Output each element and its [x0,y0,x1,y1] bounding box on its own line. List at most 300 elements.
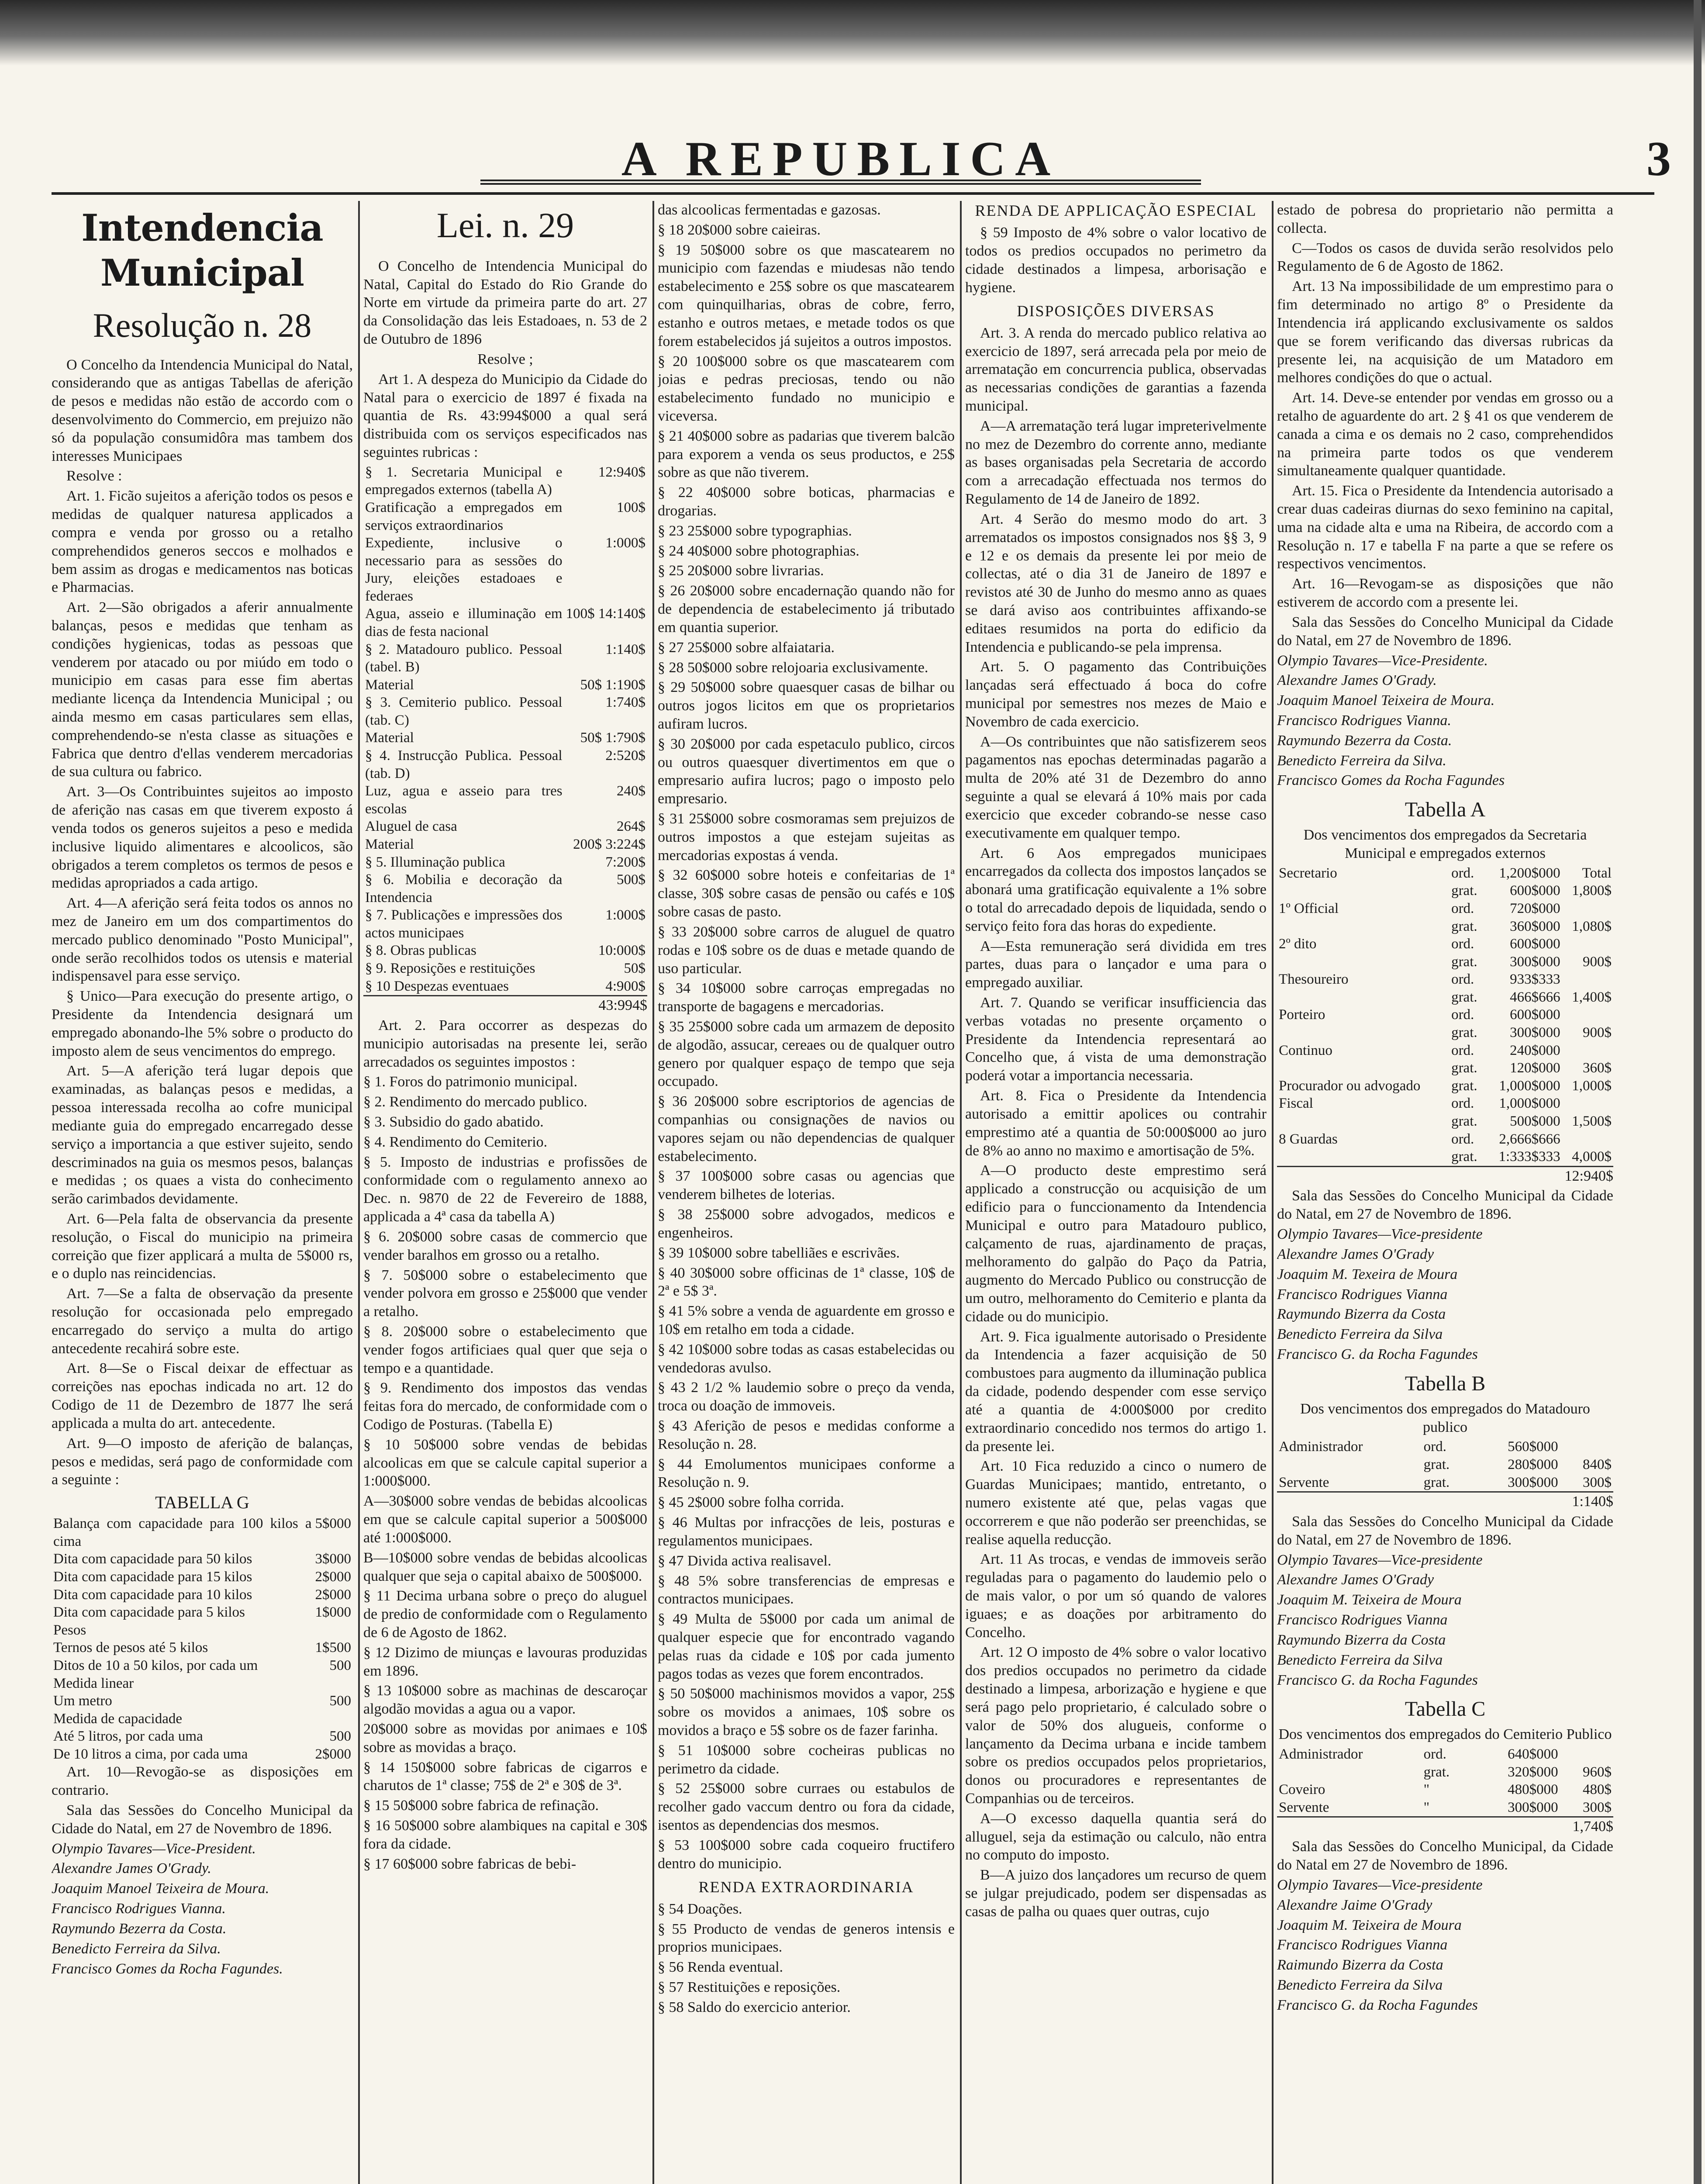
tabella-a-row-cell: 2º dito [1279,936,1317,952]
tax-item: § 27 25$000 sobre alfaiataria. [658,639,835,656]
budget-item [363,534,647,605]
budget-item-value: 7:200$ [605,854,645,870]
tabella-g-row-value: 1$000 [315,1604,351,1621]
tabella-a-row-cell: 600$000 [1510,936,1560,952]
paragraph: Art. 9. Fica igualmente autorisado o Presidente da Intendencia a fazer acquisição de 50 combustoes para augmento da illuminação publica da cidade, podendo despender com esse serviço até a quantia de 4:000$000 por credito extraordinario concedido nos termos do artigo 1. da presente lei. [965,1328,1267,1455]
law-resolve: Resolve ; [477,351,533,367]
tabella-b-row-cell [1560,1438,1613,1456]
tax-item: § 3. Subsidio do gado abatido. [363,1114,544,1130]
tabella-c-row-cell: ord. [1423,1746,1446,1762]
tax-item: § 16 50$000 sobre alambiques na capital e 30$ fora da cidade. [363,1818,647,1852]
tax-item: § 5. Imposto de industrias e profissões de conformidade com o regulamento annexo ao Dec. n. 9870 de 22 de Fevereiro de 1888, applicada a 4ª casa da tabella A) [363,1154,647,1225]
budget-item [363,871,647,906]
tabella-a-row-cell: 8 Guardas [1279,1131,1338,1147]
column-1 [52,201,353,2184]
tabella-g-row-value: 2$000 [315,1586,351,1603]
tabella-g-row [52,1692,353,1710]
tax-item: § 46 Multas por infracções de leis, posturas e regulamentos municipaes. [658,1514,955,1549]
tabella-b-row-cell: grat. [1423,1457,1450,1473]
tabella-a-row-cell: 1,800$ [1572,883,1612,899]
tabella-a-row-cell: 1,500$ [1572,1113,1612,1129]
signature-line: Joaquim Manoel Teixeira de Moura. [1277,692,1495,709]
tabella-c-row-cell: grat. [1423,1764,1450,1780]
section-heading: Intendencia Municipal [81,206,323,295]
tabella-g-row-label: De 10 litros a cima, por cada uma [53,1746,248,1762]
continued-text: das alcoolicas fermentadas e gazosas. [658,202,881,218]
tax-item: § 42 10$000 sobre todas as casas estabelecidas ou vendedoras avulso. [658,1341,955,1376]
budget-item-value: 1:140$ [605,641,645,657]
tabella-a-subtitle: Dos vencimentos dos empregados da Secretaria Municipal e empregados externos [1303,827,1587,862]
paragraph: Art. 13 Na impossibilidade de um emprestimo para o fim determinado no artigo 8º o Presidente da Intendencia irá applicando exclusivamente os saldos que se forem verificando das diversas rubricas da presente lei, na acquisição de um Matadoro em melhores condições do que o actual. [1277,278,1613,386]
tabella-a-row-cell [1277,918,1450,936]
paragraph: Resolve : [66,468,122,484]
tabella-a-row-cell: 120$000 [1510,1060,1560,1076]
budget-item-label: § 6. Mobilia e decoração da Intendencia [365,872,563,905]
tabella-c-row-cell: Coveiro [1279,1782,1325,1798]
column-2 [363,201,647,2184]
tabella-g-row [52,1550,353,1568]
tabella-a-row-cell: Thesoureiro [1279,971,1349,988]
tabella-b-row-cell: Servente [1279,1474,1329,1490]
signature-line: Raymundo Bizerra da Costa [1277,1306,1446,1323]
budget-item-label: § 2. Matadouro publico. Pessoal (tabel. B) [365,641,563,675]
tabella-a-row [1277,935,1613,953]
tabella-c-row [1277,1763,1613,1781]
signature-line: Raymundo Bezerra da Costa. [52,1920,227,1937]
tabella-g-row [52,1621,353,1639]
budget-total: 43:994$ [363,995,647,1015]
tabella-b-row-cell: grat. [1423,1474,1450,1490]
tax-item: § 30 20$000 por cada espetaculo publico, circos ou outros quaesquer divertimentos em que o empresario aufira lucros; pago o imposto pelo empresario. [658,736,955,807]
tabella-c-row [1277,1745,1613,1763]
resolution-title: Resolução n. 28 [93,306,312,344]
paragraph: Art. 2—São obrigados a aferir annualmente balanças, pesos e medidas que tenham as condições hygienicas, todas as pessoas que venderem por atacado ou por miúdo em todo o municipio em casas para esse fim abertas mediante licença da Intendencia Municipal ; ou ainda mesmo em casas particulares sem ellas, comprehendendo-se n'esta classe as situações e Fabrica que dentro d'ellas venderem mercadorias de sua cultura ou fabrico. [52,599,353,780]
tabella-c-row [1277,1799,1613,1817]
tabella-a-row [1277,864,1613,882]
tabella-c-row-cell [1277,1763,1422,1781]
budget-item [363,605,647,640]
tabella-c-row-cell: 640$000 [1508,1746,1558,1762]
tax-item: § 29 50$000 sobre quaesquer casas de bilhar ou outros jogos licitos em que os proprietarios aufiram lucros. [658,679,955,732]
tabella-a-row-cell [1562,900,1613,918]
paragraph: Art. 8. Fica o Presidente da Intendencia autorisado a emittir apolices ou contrahir emprestimo até a quantia de 50:000$000 ao juro de 8% ao anno no maximo e amortisação de 5%. [965,1088,1267,1159]
paragraph: Art. 8—Se o Fiscal deixar de effectuar as correições nas epochas indicada no art. 12 do Codigo de 11 de Dezembro de 1877 lhe será applicada a multa do art. antecedente. [52,1360,353,1431]
tabella-g-row [52,1675,353,1693]
tax-item: § 49 Multa de 5$000 por cada um animal de qualquer especie que for encontrado vagando pelas ruas da cidade e 10$ por cada jumento pagos todas as vezes que forem encontrados. [658,1611,955,1682]
sala-sessoes: Sala das Sessões do Concelho Municipal da Cidade do Natal, em 27 de Novembro de 1896. [1277,614,1613,649]
tabella-b-row-cell: Administrador [1279,1439,1363,1455]
tax-item: § 11 Decima urbana sobre o preço do aluguel de predio de conformidade com o Regulamento de 6 de Agosto de 1862. [363,1588,647,1641]
tabella-a-row [1277,971,1613,988]
tabella-a-row-cell: 360$000 [1510,918,1560,934]
tabella-a-row-cell [1277,1113,1450,1130]
tabella-a-row-cell [1562,971,1613,988]
signature-line: Alexandre James O'Grady. [1277,672,1437,689]
tabella-b-row-cell: 280$000 [1508,1457,1558,1473]
paragraph: Art. 7. Quando se verificar insufficiencia das verbas votadas no presente orçamento o Presidente da Intendencia representará ao Concelho que, á vista de uma demonstração poderá votar a importancia necessaria. [965,995,1267,1084]
tabella-b-row-cell: 300$ [1583,1474,1612,1490]
budget-item-value: 50$ [624,960,645,976]
provisions-body [965,324,1267,1921]
tabella-b-row-cell: 560$000 [1508,1439,1558,1455]
signature-line: Joaquim Manoel Teixeira de Moura. [52,1880,269,1897]
tabella-g-row-label: Ternos de pesos até 5 kilos [53,1640,208,1656]
column-divider [652,201,654,2184]
budget-item-label: Material [365,730,414,746]
budget-item-value: 1:740$ [605,695,645,711]
tax-item: § 53 100$000 sobre cada coqueiro fructifero dentro do municipio. [658,1837,955,1872]
tabella-g-row-value: 1$500 [315,1640,351,1656]
tabella-g-row [52,1568,353,1586]
tabella-a-row-cell: 4,000$ [1572,1149,1612,1165]
tabella-c-row-cell: " [1423,1782,1430,1798]
tax-item: § 52 25$000 sobre curraes ou estabulos de recolher gado vaccum dentro ou fora da cidade, isentos as dependencias dos mesmos. [658,1780,955,1834]
tax-item: § 6. 20$000 sobre casas de commercio que vender baralhos em grosso ou a retalho. [363,1228,647,1263]
tabella-c-row-cell: " [1423,1799,1430,1815]
signature-line: Francisco Rodrigues Vianna. [1277,712,1451,729]
tabella-a-row-cell: Porteiro [1279,1007,1325,1023]
tax-item: § 13 10$000 sobre as machinas de descaroçar algodão movidas a agua ou a vapor. [363,1683,647,1717]
resolution-body [52,356,353,1489]
tabella-g-row-value [314,1621,353,1639]
tax-item: § 8. 20$000 sobre o estabelecimento que vender fogos artificiaes qual quer que seja o tempo e a quantidade. [363,1323,647,1376]
tabella-g-row [52,1639,353,1657]
tabella-g-row-value [314,1675,353,1693]
paragraph: Art. 10 Fica reduzido a cinco o numero de Guardas Municipaes; mantido, entretanto, o numero existente até que, pelas vagas que occorrerem e que não poderão ser preenchidas, se realise aquella reducção. [965,1458,1267,1548]
law-art1: Art 1. A despeza do Municipio da Cidade do Natal para o exercicio de 1897 é fixada na quantia de Rs. 43:994$000 a qual será distribuida com os serviços especificados nas seguintes rubricas : [363,371,647,460]
tax-item: § 14 150$000 sobre fabricas de cigarros e charutos de 1ª classe; 75$ de 2ª e 30$ de 3ª. [363,1759,647,1794]
sala-sessoes: Sala das Sessões do Concelho Municipal, da Cidade do Natal em 27 de Novembro de 1896. [1277,1838,1613,1873]
paragraph: Art. 6—Pela falta de observancia da presente resolução, o Fiscal do municipio na primeira correição que fizer applicará a multa de 5$000 rs, e o duplo nas reincidencias. [52,1210,353,1282]
paragraph: Art. 5—A aferição terá lugar depois que examinadas, as balanças pesos e medidas, a pessoa interessada recolha ao cofre municipal mediante guia do empregado encarregado desse serviço a importancia a que estiver sujeito, sendo descriminados na guia os mesmos pesos, balanças e medidas ; os quaes a vista do conhecimento serão carimbados devidamente. [52,1063,353,1207]
tabella-c-row [1277,1781,1613,1799]
tabella-a-total: 12:940$ [1277,1166,1613,1185]
tabella-a-row-cell: 600$000 [1510,1007,1560,1023]
tabella-a-row-cell: 600$000 [1510,883,1560,899]
tax-item: § 12 Dizimo de miunças e lavouras produzidas em 1896. [363,1644,647,1679]
paragraph: Art. 12 O imposto de 4% sobre o valor locativo dos predios occupados no perimetro da cidade destinado a limpesa, arborização e hygiene e que será pago pelo proprietario, é calculado sobre o valor de 50% dos alugueis, conforme o lançamento da Decima urbana e incide tambem sobre os predios occupados pelos proprietarios, donos ou procuradores e representantes de Companhias ou de terceiros. [965,1644,1267,1807]
tax-item: § 45 2$000 sobre folha corrida. [658,1494,844,1511]
tabella-g-row-label: Medida linear [53,1675,134,1691]
signature-line: Alexandre James O'Grady [1277,1572,1434,1588]
tabella-a-row-cell: Total [1582,865,1612,881]
tabella-g-row-label: Um metro [53,1693,112,1709]
budget-item [363,729,647,747]
tabella-a-row-cell: 933$333 [1510,971,1560,988]
tax-item: § 40 30$000 sobre officinas de 1ª classe, 10$ de 2ª e 5$ 3ª. [658,1265,955,1299]
tax-item: § 24 40$000 sobre photographias. [658,543,859,559]
budget-item-label: § 5. Illuminação publica [365,854,505,870]
tabella-b-total: 1:140$ [1277,1491,1613,1511]
budget-item [363,906,647,942]
revenue-item: § 57 Restituições e reposições. [658,1979,841,1996]
closing-article: Art. 10—Revogão-se as disposições em contrario. [52,1764,353,1799]
budget-items-table [363,463,647,995]
signature-line: Raymundo Bezerra da Costa. [1277,732,1452,749]
tabella-c-row-cell: Servente [1279,1799,1329,1815]
tax-item: § 1. Foros do patrimonio municipal. [363,1074,578,1090]
tabella-a-row-cell: 1:333$333 [1498,1149,1560,1165]
tabella-c-row-cell: 960$ [1583,1764,1612,1780]
tabella-a-row-cell: 2,666$666 [1499,1131,1560,1147]
tax-item: § 4. Rendimento do Cemiterio. [363,1133,548,1150]
tabella-g-row-label: Até 5 litros, por cada uma [53,1728,203,1745]
extraordinary-revenue-title: RENDA EXTRAORDINARIA [698,1878,914,1896]
budget-item-label: Gratificação a empregados em serviços extraordinarios [365,499,563,533]
budget-item-label: § 3. Cemiterio publico. Pessoal (tab. C) [365,695,563,728]
paragraph: Art. 4 Serão do mesmo modo do art. 3 arrematados os impostos consignados nos §§ 3, 9 e 12 e os demais da presente lei por meio de collectas, até o dia 31 de Janeiro de 1897 e revistos até 30 de Junho do mesmo anno as quaes se dará aviso aos contribuintes affixando-se editaes resumidos na porta do edificio da Intendencia e publicando-se pela imprensa. [965,511,1267,655]
budget-item [363,694,647,729]
column-divider [1272,201,1274,2184]
budget-item [363,782,647,818]
tabella-c-row-cell: 320$000 [1508,1764,1558,1780]
tax-item: § 36 20$000 sobre escriptorios de agencias de companhias ou consignações de navios ou vapores sejam ou não dependencias de qualquer estabelecimento. [658,1093,955,1165]
budget-item-label: Expediente, inclusive o necessario para as sessões do Jury, eleições estadoaes e federaes [365,535,563,604]
paragraph: C—Todos os casos de duvida serão resolvidos pelo Regulamento de 6 de Agosto de 1862. [1277,240,1613,275]
tabella-a-row-cell: 1,200$000 [1499,865,1560,881]
tabella-g-row [52,1710,353,1728]
tabella-g-title: TABELLA G [155,1493,249,1513]
extraordinary-revenue-list [658,1900,955,2017]
signature-line: Olympio Tavares—Vice-President. [52,1840,256,1857]
revenue-item: § 54 Doações. [658,1901,742,1917]
tabella-a-row [1277,1042,1613,1060]
tabella-a-row [1277,1059,1613,1077]
signature-line: Benedicto Ferreira da Silva [1277,1652,1443,1668]
tabella-a-row-cell: ord. [1451,1131,1474,1147]
tabella-a-row [1277,882,1613,900]
tax-item: § 50 50$000 machinismos movidos a vapor, 25$ sobre os movidos a animaes, 10$ sobre os movidos a braço e 5$ sobre os de fazer farinha. [658,1686,955,1738]
tabella-a-row [1277,988,1613,1006]
tabella-a-row-cell: 1,400$ [1572,989,1612,1005]
tax-item: B—10$000 sobre vendas de bebidas alcoolicas qualquer que seja o capital abaixo de 500$000. [363,1549,647,1584]
law-intro: O Concelho de Intendencia Municipal do Natal, Capital do Estado do Rio Grande do Norte em virtude da primeira parte do art. 27 da Consolidação das leis Estadoaes, n. 53 de 2 de Outubro de 1896 [363,258,647,348]
budget-item-value: 264$ [617,819,645,835]
tabella-a-row-cell: grat. [1451,883,1477,899]
revenue-item: § 56 Renda eventual. [658,1959,783,1976]
paragraph: A—O excesso daquella quantia será do alluguel, seja da estimação ou calculo, não entra no computo do imposto. [965,1810,1267,1863]
paragraph: Art. 11 As trocas, e vendas de immoveis serão reguladas para o pagamento do laudemio pelo o de mais valor, o por um só quando de valores iguaes; e as doações por arbitramento do Concelho. [965,1551,1267,1641]
tabella-g-row [52,1603,353,1621]
tabella-a-row-cell [1277,1059,1450,1077]
tabella-g-table [52,1515,353,1763]
tabella-a-row [1277,918,1613,936]
budget-item [363,499,647,534]
tabella-g-row-label: Dita com capacidade para 10 kilos [53,1586,252,1603]
tabella-a-row-cell: 1,000$000 [1499,1095,1560,1112]
signature-line: Alexandre James O'Grady [1277,1246,1434,1262]
tabella-b-row-cell: 840$ [1583,1457,1612,1473]
budget-item-value: 240$ [617,783,645,799]
budget-item-label: Material [365,836,414,852]
tax-item: A—30$000 sobre vendas de bebidas alcoolicas em que se calcule capital superior a 500$000 até 1:000$000. [363,1493,647,1546]
budget-item-label: § 9. Reposições e restituições [365,960,535,976]
paragraph: Art. 15. Fica o Presidente da Intendencia autorisado a crear duas cadeiras diurnas do sexo feminino na capital, uma na cidade alta e uma na Ribeira, de accordo com a Resolução n. 17 e tabella F na parte a que se refere os respectivos vencimentos. [1277,483,1613,572]
tabella-a-row-cell: 500$000 [1510,1113,1560,1129]
budget-item [363,641,647,676]
revenue-item: § 55 Producto de vendas de generos intensis e proprios municipaes. [658,1921,955,1956]
tabella-a-row-cell: Procurador ou advogado [1279,1078,1421,1094]
scan-top-border [0,0,1705,66]
budget-item [363,960,647,978]
signatures [1277,1225,1613,1364]
column-3 [658,201,955,2184]
tabella-a-row-cell: ord. [1451,1042,1474,1058]
tax-item: § 44 Emolumentos municipaes conforme a Resolução n. 9. [658,1456,955,1491]
budget-item-label: § 4. Instrucção Publica. Pessoal (tab. D) [365,748,563,781]
tabella-c-row-cell: Administrador [1279,1746,1363,1762]
tabella-a-row-cell: grat. [1451,918,1477,934]
tabella-c-total: 1,740$ [1277,1816,1613,1836]
law-art2: Art. 2. Para occorrer as despezas do municipio autorisadas na presente lei, serão arrecadados os seguintes impostos : [363,1017,647,1070]
budget-item [363,942,647,960]
tabella-a-row [1277,1148,1613,1166]
tabella-a-row-cell [1562,935,1613,953]
various-provisions-title: DISPOSIÇÕES DIVERSAS [1017,302,1215,320]
tabella-a-row-cell: 300$000 [1510,954,1560,970]
budget-item [363,676,647,694]
paragraph: Art. 16—Revogam-se as disposições que não estiverem de accordo com a presente lei. [1277,576,1613,611]
signature-line: Francisco Rodrigues Vianna [1277,1612,1448,1628]
signature-line: Francisco G. da Rocha Fagundes [1277,1346,1478,1362]
tabella-c-row-cell [1560,1745,1613,1763]
tabella-a-row-cell [1277,1148,1450,1166]
tax-item: § 10 50$000 sobre vendas de bebidas alcoolicas em que se calcule capital superior a 1:000$000. [363,1436,647,1489]
paragraph: A—O producto deste emprestimo será applicado a construcção ou acquisição de um edificio para o funccionamento da Intendencia Municipal e outro para Matadouro publico, calçamento de ruas, ajardinamento de praças, melhoramento do galpão do Paço da Patria, augmento do Mercado Publico ou construcção de um outro, melhoramento do Cemiterio e planta da cidade ou do municipio. [965,1162,1267,1325]
budget-item-label: § 10 Despezas eventuaes [365,978,509,994]
tabella-c-row-cell: 300$ [1583,1799,1612,1815]
tabella-a-row-cell: 300$000 [1510,1025,1560,1041]
tabella-b-row [1277,1438,1613,1456]
tabella-c-row-cell: 300$000 [1508,1799,1558,1815]
tabella-g-row-label: Ditos de 10 a 50 kilos, por cada um [53,1657,258,1673]
tabella-a-row-cell: grat. [1451,989,1477,1005]
tabella-c-title: Tabella C [1405,1697,1486,1721]
tabella-g-row-value: 2$000 [315,1569,351,1585]
tax-item: § 37 100$000 sobre casas ou agencias que venderem bilhetes de loterias. [658,1168,955,1203]
tax-item: § 7. 50$000 sobre o estabelecimento que vender polvora em grosso e 25$000 que vender a retalho. [363,1267,647,1320]
tabella-g-row [52,1657,353,1675]
budget-item-label: Material [365,677,414,693]
budget-item-value: 4:900$ [605,978,645,994]
signature-line: Raimundo Bizerra da Costa [1277,1957,1443,1973]
paragraph: A—Esta remuneração será dividida em tres partes, duas para o lançador e uma para o empregado auxiliar. [965,938,1267,991]
signature-line: Alexandre James O'Grady. [52,1860,211,1877]
budget-item-value: 500$ [617,872,645,888]
tax-item: § 34 10$000 sobre carroças empregadas no transporte de bagagens e mercadorias. [658,980,955,1015]
continued-text: estado de pobresa do proprietario não permitta a collecta. [1277,202,1613,236]
tax-item: § 18 20$000 sobre caieiras. [658,221,821,238]
tabella-a-row-cell: 240$000 [1510,1042,1560,1058]
tax-item: § 38 25$000 sobre advogados, medicos e engenheiros. [658,1206,955,1241]
budget-item-value: 100$ 14:140$ [566,606,645,622]
budget-item-label: Aluguel de casa [365,819,457,835]
paragraph: A—A arrematação terá lugar impreterivelmente no mez de Dezembro do corrente anno, mediante as bases organisadas pela Secretaria de accordo com a arrecadação effectuada nos termos do Regulamento de 14 de Janeiro de 1892. [965,418,1267,508]
paragraph: Art. 14. Deve-se entender por vendas em grosso ou a retalho de aguardente do art. 2 § 41 os que venderem de canada a cima e os demais no 2 caso, comprehendidos na primeira parte todos os que venderem simultaneamente qualquer quantidade. [1277,390,1613,479]
paragraph: B—A juizo dos lançadores um recurso de quem se julgar prejudicado, podem ser dispensadas as casas de palha ou quaes quer outras, cujo [965,1867,1267,1920]
tax-item: § 2. Rendimento do mercado publico. [363,1094,587,1110]
articles-body [1277,239,1613,612]
tax-item: § 43 2 1/2 % laudemio sobre o preço da venda, troca ou doação de immoveis. [658,1379,955,1414]
tabella-a-row-cell: 360$ [1583,1060,1612,1076]
tabella-g-row [52,1586,353,1604]
paragraph: Art. 6 Aos empregados municipaes encarregados da collecta dos impostos lançados se abonará uma gratificação equivalente a 1% sobre o total do arrecadado depois de liquidada, sendo o serviço feito fora das horas do expediente. [965,845,1267,934]
tabella-a-row [1277,953,1613,971]
tabella-a-row [1277,1095,1613,1113]
tabella-b-title: Tabella B [1405,1372,1486,1395]
signatures [1277,1551,1613,1690]
tabella-a-row-cell: grat. [1451,1060,1477,1076]
signature-line: Olympio Tavares—Vice-presidente [1277,1226,1483,1243]
tax-item: § 15 50$000 sobre fabrica de refinação. [363,1797,599,1814]
tabella-g-row-value: 3$000 [315,1551,351,1567]
signature-line: Joaquim M. Teixeira de Moura [1277,1917,1462,1933]
budget-item [363,747,647,782]
column-divider [960,201,962,2184]
paragraph: Art. 7—Se a falta de observação da presente resolução for occasionada pelo empregado encarregado do serviço a multa do artigo antecedente recahirá sobre este. [52,1286,353,1357]
tabella-a-row-cell [1562,1130,1613,1148]
tax-item: § 51 10$000 sobre cocheiras publicas no perimetro da cidade. [658,1742,955,1777]
tabella-c-subtitle: Dos vencimentos dos empregados do Cemiterio Publico [1278,1726,1612,1743]
signature-line: Raymundo Bizerra da Costa [1277,1631,1446,1648]
tax-item: § 20 100$000 sobre os que mascatearem com joias e pedras preciosas, tendo ou não estabelecimento fundado no municipio e viceversa. [658,353,955,424]
signature-line: Francisco G. da Rocha Fagundes [1277,1997,1478,2013]
tax-item: § 32 60$000 sobre hoteis e confeitarias de 1ª classe, 30$ sobre casas de pensão ou cafés e 10$ sobre casas de pasto. [658,867,955,920]
tax-item: § 47 Divida activa realisavel. [658,1552,832,1569]
tabella-a-row-cell: Secretario [1279,865,1337,881]
tabella-a-row-cell [1277,988,1450,1006]
tabella-g-row-value: 2$000 [315,1746,351,1762]
tabella-c-row-cell: 480$ [1583,1782,1612,1798]
budget-item [363,818,647,836]
budget-item-value: 2:520$ [605,748,645,764]
column-5 [1277,201,1613,2184]
budget-item-value: 1:000$ [605,907,645,923]
budget-item [363,854,647,871]
signature-line: Joaquim M. Teixeira de Moura [1277,1592,1462,1608]
signature-line: Benedicto Ferreira da Silva. [52,1940,221,1957]
budget-item-value: 100$ [617,499,645,515]
tax-item: § 43 Aferição de pesos e medidas conforme a Resolução n. 28. [658,1418,955,1452]
tabella-g-row-value: 500 [329,1693,351,1709]
paragraph: Art. 3—Os Contribuintes sujeitos ao imposto de aferição nas casas em que tiverem exposto á venda todos os generos sujeitos a peso e medida inclusive liquido alimentares e alcoolicos, são obrigados a terem completos os termos de pesos e medidas apropriados a cada artigo. [52,784,353,892]
tabella-a-row-cell: grat. [1451,1078,1477,1094]
tabella-b-subtitle: Dos vencimentos dos empregados do Matadouro publico [1300,1400,1590,1435]
budget-item [363,836,647,854]
budget-item-label: § 1. Secretaria Municipal e empregados externos (tabella A) [365,464,563,498]
tabella-b-row-cell: ord. [1423,1439,1446,1455]
tabella-a-row-cell: 720$000 [1510,901,1560,916]
tax-item: § 41 5% sobre a venda de aguardente em grosso e 10$ em retalho em toda a cidade. [658,1303,955,1337]
tax-item: § 48 5% sobre transferencias de empresas e contractos municipaes. [658,1572,955,1607]
signature-line: Olympio Tavares—Vice-presidente [1277,1552,1483,1568]
paragraph: A—Os contribuintes que não satisfizerem seos pagamentos nas epochas determinadas pagarão a multa de 20% até 31 de Dezembro do anno seguinte a qual se elevará á 10% mais por cada exercicio que exceder cobrando-se nesse caso executivamente em qualquer tempo. [965,733,1267,841]
budget-item-label: § 7. Publicações e impressões dos actos municipaes [365,907,563,941]
paragraph: Art. 1. Ficão sujeitos a aferição todos os pesos e medidas de qualquer naturesa applicados a compra e venda por grosso ou a retalho comprehendidos generos seccos e molhados e bem assim as drogas e medicamentos nas boticas e Pharmacias. [52,488,353,596]
tax-item: § 31 25$000 sobre cosmoramas sem prejuizos de outros impostos a que estejam sujeitas as mercadorias expostas á venda. [658,811,955,864]
tabella-g-row-value [314,1710,353,1728]
special-revenue-title: RENDA DE APPLICAÇÃO ESPECIAL [975,202,1257,219]
tabella-b-row [1277,1456,1613,1474]
tax-item: § 22 40$000 sobre boticas, pharmacias e drogarias. [658,484,955,519]
tabella-a-row-cell: 1º Official [1279,901,1339,916]
tabella-a-row-cell: ord. [1451,901,1474,916]
tax-item: § 23 25$000 sobre typographias. [658,522,852,539]
tabella-a-row-cell: 1,000$000 [1499,1078,1560,1094]
signature-line: Benedicto Ferreira da Silva [1277,1326,1443,1343]
paragraph: Art. 3. A renda do mercado publico relativa ao exercicio de 1897, será arrecada pela por meio de arrematação em concurrencia publica, observadas as necessarias condições de garantias a fazenda municipal. [965,325,1267,415]
page-number: 3 [1646,132,1671,186]
